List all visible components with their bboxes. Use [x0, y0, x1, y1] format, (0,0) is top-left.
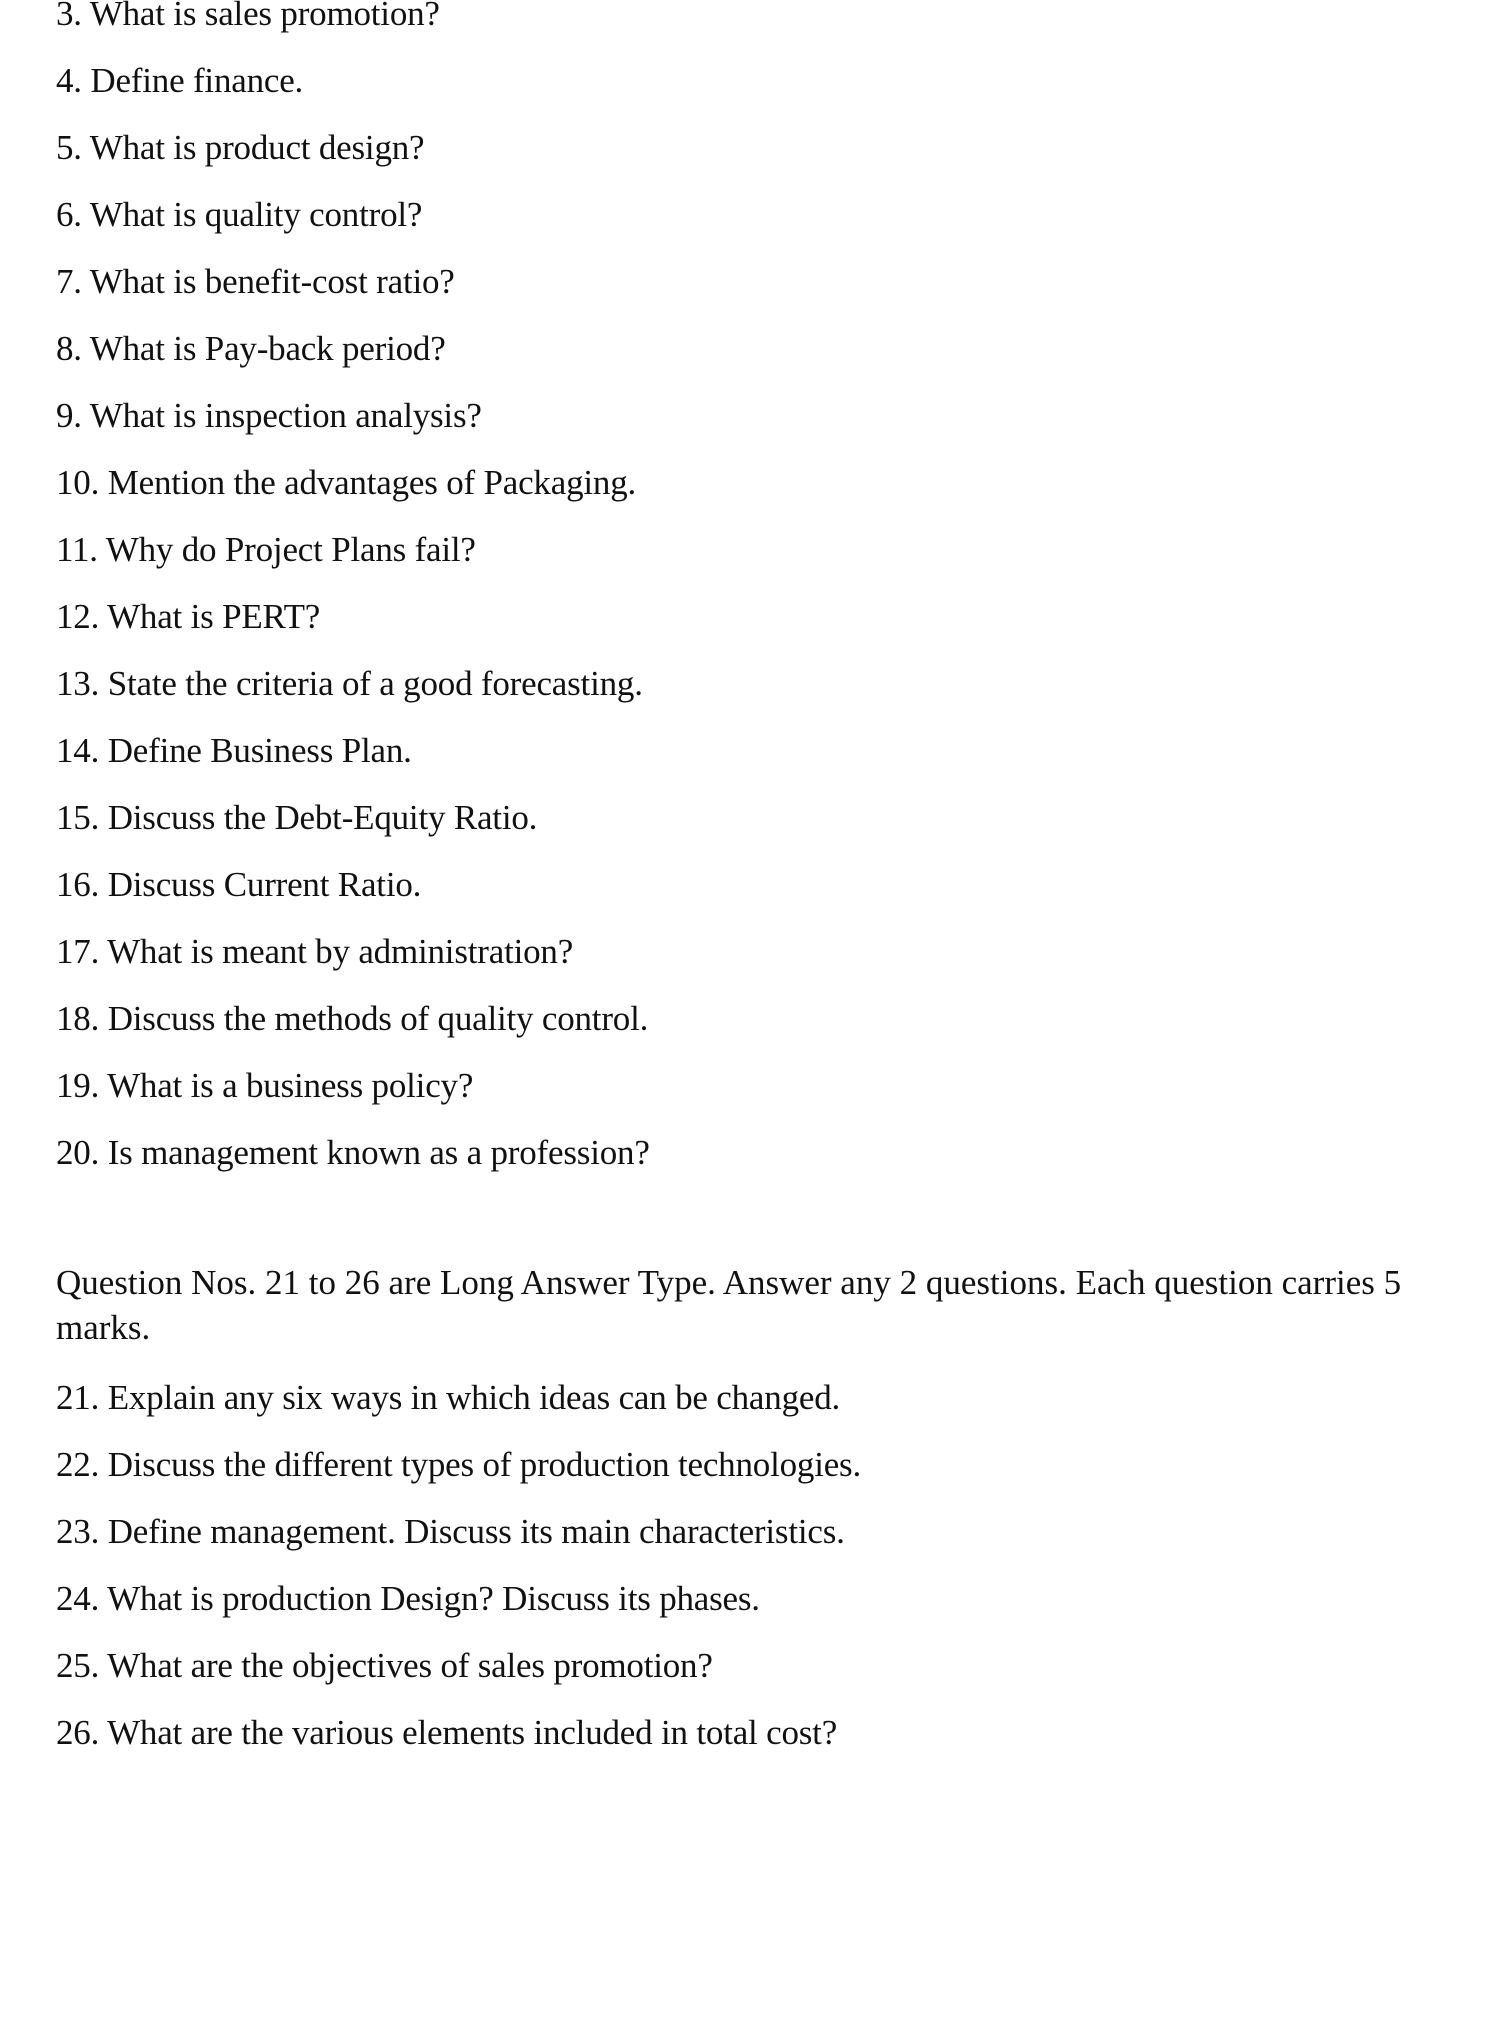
question-14: 14. Define Business Plan.	[56, 731, 412, 770]
question-15: 15. Discuss the Debt-Equity Ratio.	[56, 798, 538, 837]
question-16: 16. Discuss Current Ratio.	[56, 865, 422, 904]
question-19: 19. What is a business policy?	[56, 1066, 474, 1105]
question-6: 6. What is quality control?	[56, 195, 423, 234]
question-12: 12. What is PERT?	[56, 597, 321, 636]
question-18: 18. Discuss the methods of quality control.	[56, 999, 649, 1038]
question-7: 7. What is benefit-cost ratio?	[56, 262, 455, 301]
long-answer-instructions: Question Nos. 21 to 26 are Long Answer Type. Answer any 2 questions. Each question carries 5 marks.	[56, 1263, 1402, 1347]
question-10: 10. Mention the advantages of Packaging.	[56, 463, 637, 502]
question-21: 21. Explain any six ways in which ideas can be changed.	[56, 1378, 841, 1417]
question-20: 20. Is management known as a profession?	[56, 1133, 650, 1172]
question-17: 17. What is meant by administration?	[56, 932, 574, 971]
question-23: 23. Define management. Discuss its main characteristics.	[56, 1512, 845, 1551]
question-22: 22. Discuss the different types of production technologies.	[56, 1445, 862, 1484]
question-13: 13. State the criteria of a good forecasting.	[56, 664, 643, 703]
question-11: 11. Why do Project Plans fail?	[56, 530, 476, 569]
question-3: 3. What is sales promotion?	[56, 0, 440, 33]
question-26: 26. What are the various elements included in total cost?	[56, 1713, 838, 1752]
question-4: 4. Define finance.	[56, 61, 304, 100]
question-25: 25. What are the objectives of sales promotion?	[56, 1646, 713, 1685]
question-24: 24. What is production Design? Discuss its phases.	[56, 1579, 760, 1618]
question-5: 5. What is product design?	[56, 128, 425, 167]
question-9: 9. What is inspection analysis?	[56, 396, 482, 435]
question-8: 8. What is Pay-back period?	[56, 329, 446, 368]
